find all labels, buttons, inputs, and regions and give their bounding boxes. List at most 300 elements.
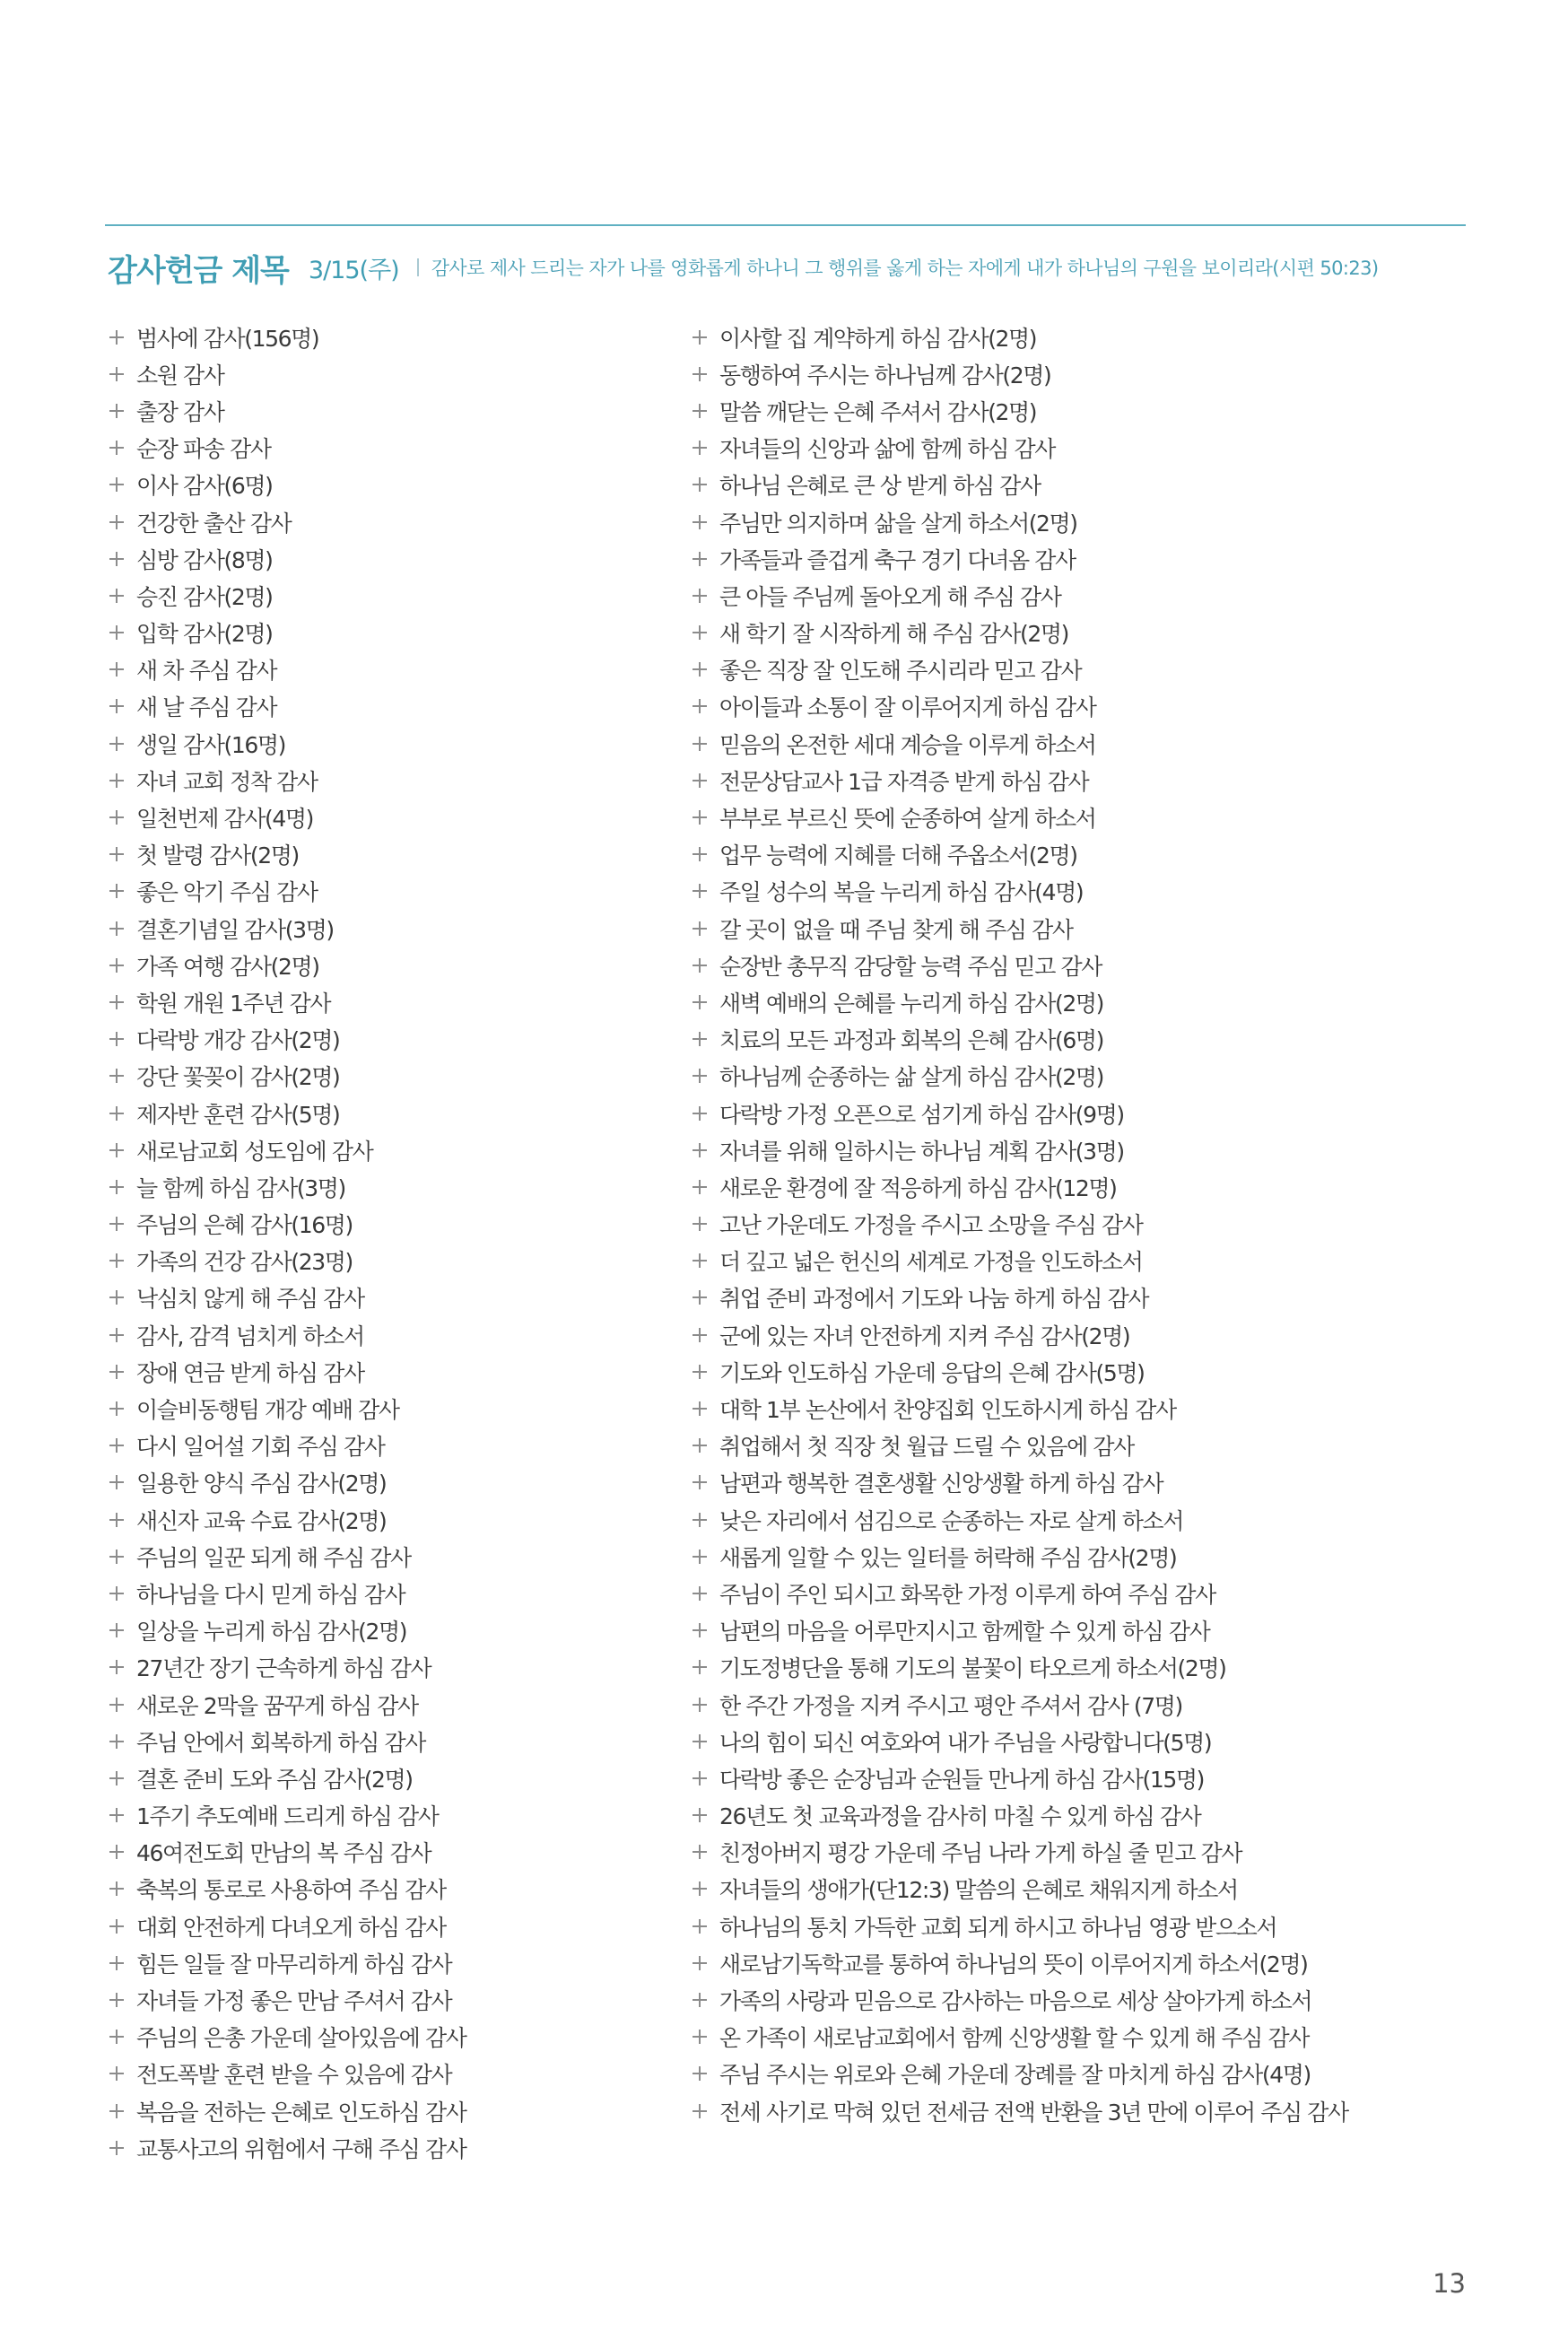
thanks-item-text: 주님의 일꾼 되게 해 주심 감사 bbox=[136, 1544, 411, 1571]
thanks-item-text: 새벽 예배의 은혜를 누리게 하심 감사(2명) bbox=[719, 990, 1103, 1017]
thanks-item-text: 큰 아들 주님께 돌아오게 해 주심 감사 bbox=[719, 583, 1061, 610]
thanks-item-text: 새로운 환경에 잘 적응하게 하심 감사(12명) bbox=[719, 1174, 1117, 1201]
thanks-item bbox=[108, 1168, 664, 1205]
thanks-item bbox=[108, 1834, 664, 1871]
thanks-item-text: 새신자 교육 수료 감사(2명) bbox=[136, 1507, 387, 1534]
plus-icon bbox=[108, 624, 126, 642]
plus-icon bbox=[691, 402, 709, 420]
section-header bbox=[108, 242, 1378, 292]
thanks-list-right bbox=[691, 319, 1471, 2129]
thanks-item bbox=[691, 799, 1471, 835]
thanks-item bbox=[691, 762, 1471, 799]
plus-icon bbox=[108, 808, 126, 826]
thanks-item-text: 온 가족이 새로남교회에서 함께 신앙생활 할 수 있게 해 주심 감사 bbox=[719, 2025, 1309, 2052]
thanks-item-text: 가족의 건강 감사(23명) bbox=[136, 1249, 353, 1276]
plus-icon bbox=[691, 2028, 709, 2046]
plus-icon bbox=[108, 1511, 126, 1529]
plus-icon bbox=[108, 1621, 126, 1639]
thanks-item-text: 남편과 행복한 결혼생활 신앙생활 하게 하심 감사 bbox=[719, 1471, 1163, 1497]
plus-icon bbox=[108, 587, 126, 605]
thanks-item-text: 말씀 깨닫는 은혜 주셔서 감사(2명) bbox=[719, 398, 1037, 425]
thanks-item bbox=[691, 319, 1471, 355]
plus-icon bbox=[691, 476, 709, 493]
thanks-item bbox=[108, 2092, 664, 2129]
thanks-item-text: 늘 함께 하심 감사(3명) bbox=[136, 1174, 345, 1201]
thanks-item bbox=[691, 1095, 1471, 1131]
plus-icon bbox=[691, 1917, 709, 1935]
thanks-item bbox=[691, 1759, 1471, 1796]
thanks-item bbox=[108, 2019, 664, 2056]
thanks-item bbox=[108, 2129, 664, 2166]
thanks-item-text: 소원 감사 bbox=[136, 362, 224, 388]
plus-icon bbox=[691, 956, 709, 974]
thanks-item bbox=[108, 430, 664, 467]
thanks-item-text: 범사에 감사(156명) bbox=[136, 325, 319, 352]
thanks-item bbox=[108, 799, 664, 835]
plus-icon bbox=[108, 1917, 126, 1935]
plus-icon bbox=[691, 1880, 709, 1898]
thanks-item bbox=[691, 725, 1471, 762]
thanks-item bbox=[108, 1538, 664, 1575]
plus-icon bbox=[108, 365, 126, 383]
plus-icon bbox=[108, 1436, 126, 1454]
thanks-item bbox=[108, 1575, 664, 1611]
thanks-item bbox=[108, 1279, 664, 1316]
plus-icon bbox=[691, 1769, 709, 1787]
plus-icon bbox=[691, 1141, 709, 1159]
plus-icon bbox=[108, 439, 126, 457]
plus-icon bbox=[691, 439, 709, 457]
thanks-item-text: 대회 안전하게 다녀오게 하심 감사 bbox=[136, 1914, 446, 1941]
thanks-item bbox=[691, 836, 1471, 873]
thanks-item bbox=[691, 1464, 1471, 1501]
plus-icon bbox=[691, 1806, 709, 1824]
plus-icon bbox=[691, 550, 709, 568]
thanks-item bbox=[108, 1501, 664, 1538]
plus-icon bbox=[691, 1843, 709, 1861]
plus-icon bbox=[691, 1548, 709, 1566]
section-date: 3/15(주) bbox=[308, 256, 399, 284]
thanks-item-text: 장애 연금 받게 하심 감사 bbox=[136, 1359, 364, 1386]
thanks-item-text: 순장반 총무직 감당할 능력 주심 믿고 감사 bbox=[719, 953, 1102, 980]
thanks-item-text: 주님 주시는 위로와 은혜 가운데 장례를 잘 마치게 하심 감사(4명) bbox=[719, 2062, 1311, 2089]
thanks-item-text: 결혼기념일 감사(3명) bbox=[136, 916, 334, 943]
thanks-item-text: 고난 가운데도 가정을 주시고 소망을 주심 감사 bbox=[719, 1212, 1143, 1239]
plus-icon bbox=[108, 2065, 126, 2082]
thanks-item bbox=[691, 983, 1471, 1020]
thanks-item-text: 나의 힘이 되신 여호와여 내가 주님을 사랑합니다(5명) bbox=[719, 1729, 1212, 1756]
scripture-verse: 감사로 제사 드리는 자가 나를 영화롭게 하나니 그 행위를 옳게 하는 자에게 내가 하나님의 구원을 보이리라(시편 50:23) bbox=[431, 258, 1379, 279]
plus-icon bbox=[108, 1696, 126, 1714]
thanks-item bbox=[108, 1908, 664, 1944]
thanks-item bbox=[691, 947, 1471, 983]
plus-icon bbox=[108, 476, 126, 493]
thanks-item-text: 좋은 직장 잘 인도해 주시리라 믿고 감사 bbox=[719, 658, 1082, 685]
thanks-item bbox=[691, 467, 1471, 503]
plus-icon bbox=[691, 1621, 709, 1639]
thanks-item bbox=[691, 1353, 1471, 1390]
thanks-item-text: 낙심치 않게 해 주심 감사 bbox=[136, 1286, 364, 1313]
thanks-item bbox=[108, 1021, 664, 1058]
thanks-item-text: 자녀들 가정 좋은 만남 주셔서 감사 bbox=[136, 1988, 452, 2015]
thanks-item bbox=[108, 392, 664, 429]
thanks-item-text: 새롭게 일할 수 있는 일터를 허락해 주심 감사(2명) bbox=[719, 1544, 1177, 1571]
thanks-item bbox=[691, 1390, 1471, 1427]
thanks-item bbox=[691, 577, 1471, 614]
plus-icon bbox=[691, 920, 709, 938]
plus-icon bbox=[108, 956, 126, 974]
thanks-item-text: 교통사고의 위험에서 구해 주심 감사 bbox=[136, 2135, 466, 2162]
thanks-item bbox=[108, 651, 664, 688]
thanks-item-text: 취업해서 첫 직장 첫 월급 드릴 수 있음에 감사 bbox=[719, 1434, 1134, 1461]
thanks-item-text: 한 주간 가정을 지켜 주시고 평안 주셔서 감사 (7명) bbox=[719, 1692, 1182, 1719]
thanks-item-text: 이사할 집 계약하게 하심 감사(2명) bbox=[719, 325, 1037, 352]
thanks-item-text: 복음을 전하는 은혜로 인도하심 감사 bbox=[136, 2099, 466, 2126]
plus-icon bbox=[108, 735, 126, 753]
thanks-item bbox=[691, 615, 1471, 651]
thanks-item bbox=[691, 1501, 1471, 1538]
thanks-item-text: 주님 안에서 회복하게 하심 감사 bbox=[136, 1729, 425, 1756]
thanks-item bbox=[691, 910, 1471, 947]
thanks-item bbox=[108, 873, 664, 910]
thanks-item bbox=[691, 688, 1471, 725]
thanks-item bbox=[691, 651, 1471, 688]
thanks-item bbox=[691, 1206, 1471, 1243]
thanks-item-text: 기도와 인도하심 가운데 응답의 은혜 감사(5명) bbox=[719, 1359, 1145, 1386]
plus-icon bbox=[691, 1104, 709, 1122]
plus-icon bbox=[108, 1954, 126, 1972]
plus-icon bbox=[108, 550, 126, 568]
plus-icon bbox=[691, 1658, 709, 1676]
thanks-item bbox=[691, 1871, 1471, 1908]
thanks-item bbox=[108, 1131, 664, 1168]
thanks-item bbox=[691, 1723, 1471, 1759]
thanks-item-text: 결혼 준비 도와 주심 감사(2명) bbox=[136, 1766, 413, 1793]
thanks-item bbox=[108, 1612, 664, 1649]
plus-icon bbox=[108, 2102, 126, 2120]
thanks-item bbox=[108, 1316, 664, 1353]
thanks-item bbox=[108, 1944, 664, 1981]
thanks-item bbox=[691, 873, 1471, 910]
thanks-item-text: 기도정병단을 통해 기도의 불꽃이 타오르게 하소서(2명) bbox=[719, 1655, 1226, 1682]
plus-icon bbox=[691, 624, 709, 642]
plus-icon bbox=[108, 1363, 126, 1381]
thanks-item bbox=[108, 467, 664, 503]
plus-icon bbox=[108, 920, 126, 938]
thanks-item-text: 아이들과 소통이 잘 이루어지게 하심 감사 bbox=[719, 694, 1096, 721]
thanks-item-text: 승진 감사(2명) bbox=[136, 583, 273, 610]
thanks-item-text: 취업 준비 과정에서 기도와 나눔 하게 하심 감사 bbox=[719, 1286, 1149, 1313]
thanks-item bbox=[108, 947, 664, 983]
thanks-item-text: 자녀들의 신앙과 삶에 함께 하심 감사 bbox=[719, 436, 1055, 463]
plus-icon bbox=[691, 882, 709, 900]
thanks-item bbox=[108, 836, 664, 873]
thanks-item bbox=[108, 1981, 664, 2018]
plus-icon bbox=[691, 1288, 709, 1306]
plus-icon bbox=[108, 1733, 126, 1750]
thanks-item bbox=[691, 355, 1471, 392]
thanks-item bbox=[108, 1723, 664, 1759]
thanks-item-text: 다락방 가정 오픈으로 섬기게 하심 감사(9명) bbox=[719, 1101, 1124, 1128]
thanks-item-text: 새로남기독학교를 통하여 하나님의 뜻이 이루어지게 하소서(2명) bbox=[719, 1951, 1308, 1977]
plus-icon bbox=[108, 845, 126, 863]
header-rule bbox=[105, 224, 1466, 226]
thanks-item-text: 부부로 부르신 뜻에 순종하여 살게 하소서 bbox=[719, 806, 1096, 833]
plus-icon bbox=[108, 2139, 126, 2157]
thanks-item-text: 주일 성수의 복을 누리게 하심 감사(4명) bbox=[719, 879, 1084, 906]
plus-icon bbox=[691, 1215, 709, 1233]
thanks-item-text: 순장 파송 감사 bbox=[136, 436, 271, 463]
thanks-item-text: 동행하여 주시는 하나님께 감사(2명) bbox=[719, 362, 1051, 388]
thanks-item-text: 제자반 훈련 감사(5명) bbox=[136, 1101, 340, 1128]
thanks-item-text: 26년도 첫 교육과정을 감사히 마칠 수 있게 하심 감사 bbox=[719, 1803, 1201, 1830]
plus-icon bbox=[108, 772, 126, 790]
thanks-item-text: 하나님께 순종하는 삶 살게 하심 감사(2명) bbox=[719, 1064, 1103, 1091]
thanks-item bbox=[691, 1058, 1471, 1095]
thanks-item-text: 낮은 자리에서 섬김으로 순종하는 자로 살게 하소서 bbox=[719, 1507, 1184, 1534]
thanks-item-text: 더 깊고 넓은 헌신의 세계로 가정을 인도하소서 bbox=[719, 1249, 1143, 1276]
plus-icon bbox=[108, 1400, 126, 1418]
thanks-item-text: 주님의 은혜 감사(16명) bbox=[136, 1212, 353, 1239]
thanks-item-text: 입학 감사(2명) bbox=[136, 621, 273, 648]
thanks-item-text: 군에 있는 자녀 안전하게 지켜 주심 감사(2명) bbox=[719, 1323, 1130, 1349]
thanks-item-text: 다락방 개강 감사(2명) bbox=[136, 1027, 340, 1054]
thanks-item bbox=[108, 983, 664, 1020]
thanks-item bbox=[691, 1797, 1471, 1834]
plus-icon bbox=[108, 402, 126, 420]
plus-icon bbox=[691, 1178, 709, 1196]
plus-icon bbox=[108, 1141, 126, 1159]
thanks-item-text: 학원 개원 1주년 감사 bbox=[136, 990, 331, 1017]
thanks-item-text: 새 날 주심 감사 bbox=[136, 694, 277, 721]
plus-icon bbox=[691, 772, 709, 790]
plus-icon bbox=[108, 1326, 126, 1344]
thanks-item bbox=[691, 1279, 1471, 1316]
thanks-item bbox=[691, 2092, 1471, 2129]
thanks-item-text: 하나님 은혜로 큰 상 받게 하심 감사 bbox=[719, 473, 1041, 500]
thanks-item-text: 대학 1부 논산에서 찬양집회 인도하시게 하심 감사 bbox=[719, 1397, 1176, 1424]
thanks-item-text: 힘든 일들 잘 마무리하게 하심 감사 bbox=[136, 1951, 452, 1977]
thanks-item bbox=[691, 1021, 1471, 1058]
plus-icon bbox=[691, 365, 709, 383]
thanks-item bbox=[108, 910, 664, 947]
thanks-item bbox=[691, 1538, 1471, 1575]
thanks-item-text: 자녀들의 생애가(단12:3) 말씀의 은혜로 채워지게 하소서 bbox=[719, 1877, 1238, 1904]
plus-icon bbox=[691, 2065, 709, 2082]
thanks-item-text: 좋은 악기 주심 감사 bbox=[136, 879, 318, 906]
thanks-item bbox=[691, 1944, 1471, 1981]
thanks-item bbox=[108, 1686, 664, 1723]
thanks-item bbox=[108, 615, 664, 651]
thanks-list-left bbox=[108, 319, 664, 2166]
thanks-item-text: 주님의 은총 가운데 살아있음에 감사 bbox=[136, 2025, 466, 2052]
plus-icon bbox=[108, 1178, 126, 1196]
thanks-item-text: 가족의 사랑과 믿음으로 감사하는 마음으로 세상 살아가게 하소서 bbox=[719, 1988, 1312, 2015]
thanks-item-text: 전도폭발 훈련 받을 수 있음에 감사 bbox=[136, 2062, 452, 2089]
thanks-item bbox=[691, 503, 1471, 540]
thanks-item-text: 치료의 모든 과정과 회복의 은혜 감사(6명) bbox=[719, 1027, 1103, 1054]
thanks-item bbox=[108, 1464, 664, 1501]
thanks-item-text: 다락방 좋은 순장님과 순원들 만나게 하심 감사(15명) bbox=[719, 1766, 1205, 1793]
plus-icon bbox=[108, 993, 126, 1011]
plus-icon bbox=[691, 660, 709, 678]
thanks-item bbox=[108, 1243, 664, 1279]
thanks-item bbox=[691, 1427, 1471, 1464]
thanks-item bbox=[691, 2056, 1471, 2092]
plus-icon bbox=[691, 1400, 709, 1418]
plus-icon bbox=[108, 1769, 126, 1787]
plus-icon bbox=[108, 1880, 126, 1898]
plus-icon bbox=[108, 1548, 126, 1566]
thanks-item bbox=[691, 1243, 1471, 1279]
thanks-item-text: 가족들과 즐겁게 축구 경기 다녀옴 감사 bbox=[719, 546, 1076, 573]
thanks-item-text: 축복의 통로로 사용하여 주심 감사 bbox=[136, 1877, 446, 1904]
thanks-item bbox=[108, 577, 664, 614]
plus-icon bbox=[108, 1252, 126, 1270]
thanks-item bbox=[108, 2056, 664, 2092]
plus-icon bbox=[108, 1991, 126, 2009]
thanks-item-text: 새로운 2막을 꿈꾸게 하심 감사 bbox=[136, 1692, 418, 1719]
plus-icon bbox=[691, 2102, 709, 2120]
thanks-item bbox=[691, 1686, 1471, 1723]
plus-icon bbox=[691, 1954, 709, 1972]
plus-icon bbox=[108, 1067, 126, 1085]
thanks-item-text: 전세 사기로 막혀 있던 전세금 전액 반환을 3년 만에 이루어 주심 감사 bbox=[719, 2099, 1348, 2126]
thanks-item-text: 남편의 마음을 어루만지시고 함께할 수 있게 하심 감사 bbox=[719, 1619, 1210, 1646]
thanks-item-text: 하나님을 다시 믿게 하심 감사 bbox=[136, 1581, 405, 1608]
thanks-item-text: 이사 감사(6명) bbox=[136, 473, 273, 500]
thanks-item-text: 이슬비동행팀 개강 예배 감사 bbox=[136, 1397, 399, 1424]
plus-icon bbox=[108, 1806, 126, 1824]
thanks-item-text: 건강한 출산 감사 bbox=[136, 510, 292, 537]
plus-icon bbox=[108, 1030, 126, 1048]
thanks-item bbox=[108, 355, 664, 392]
thanks-item-text: 새 차 주심 감사 bbox=[136, 658, 277, 685]
thanks-item bbox=[108, 1353, 664, 1390]
section-title: 감사헌금 제목 bbox=[108, 252, 289, 289]
plus-icon bbox=[691, 1326, 709, 1344]
thanks-item bbox=[108, 688, 664, 725]
plus-icon bbox=[108, 882, 126, 900]
plus-icon bbox=[108, 1658, 126, 1676]
plus-icon bbox=[691, 513, 709, 531]
thanks-item-text: 1주기 추도예배 드리게 하심 감사 bbox=[136, 1803, 439, 1830]
plus-icon bbox=[691, 697, 709, 715]
thanks-item bbox=[691, 392, 1471, 429]
thanks-item-text: 일용한 양식 주심 감사(2명) bbox=[136, 1471, 387, 1497]
thanks-item bbox=[691, 2019, 1471, 2056]
thanks-item-text: 출장 감사 bbox=[136, 398, 224, 425]
thanks-item-text: 주님만 의지하며 삶을 살게 하소서(2명) bbox=[719, 510, 1077, 537]
plus-icon bbox=[691, 1991, 709, 2009]
thanks-item bbox=[108, 319, 664, 355]
thanks-item-text: 업무 능력에 지혜를 더해 주옵소서(2명) bbox=[719, 842, 1077, 869]
header-separator bbox=[417, 258, 419, 276]
thanks-item bbox=[691, 1316, 1471, 1353]
thanks-item-text: 27년간 장기 근속하게 하심 감사 bbox=[136, 1655, 431, 1682]
thanks-item-text: 다시 일어설 기회 주심 감사 bbox=[136, 1434, 385, 1461]
thanks-item-text: 전문상담교사 1급 자격증 받게 하심 감사 bbox=[719, 768, 1089, 795]
plus-icon bbox=[691, 1363, 709, 1381]
thanks-item bbox=[108, 1390, 664, 1427]
plus-icon bbox=[691, 1436, 709, 1454]
thanks-item bbox=[691, 1834, 1471, 1871]
thanks-item bbox=[108, 1058, 664, 1095]
plus-icon bbox=[108, 1288, 126, 1306]
thanks-item bbox=[691, 1131, 1471, 1168]
plus-icon bbox=[691, 1473, 709, 1491]
thanks-item-text: 자녀를 위해 일하시는 하나님 계획 감사(3명) bbox=[719, 1138, 1124, 1165]
plus-icon bbox=[108, 1215, 126, 1233]
plus-icon bbox=[691, 328, 709, 346]
plus-icon bbox=[108, 513, 126, 531]
plus-icon bbox=[691, 587, 709, 605]
thanks-item bbox=[108, 1095, 664, 1131]
plus-icon bbox=[108, 1104, 126, 1122]
plus-icon bbox=[691, 1030, 709, 1048]
thanks-item bbox=[691, 1908, 1471, 1944]
thanks-item-text: 갈 곳이 없을 때 주님 찾게 해 주심 감사 bbox=[719, 916, 1073, 943]
thanks-item bbox=[108, 1206, 664, 1243]
thanks-item bbox=[691, 1168, 1471, 1205]
plus-icon bbox=[691, 1585, 709, 1602]
thanks-item bbox=[108, 1759, 664, 1796]
thanks-item bbox=[108, 1797, 664, 1834]
plus-icon bbox=[691, 1733, 709, 1750]
thanks-item bbox=[108, 1871, 664, 1908]
thanks-item-text: 일천번제 감사(4명) bbox=[136, 806, 314, 833]
thanks-item-text: 새 학기 잘 시작하게 해 주심 감사(2명) bbox=[719, 621, 1068, 648]
thanks-item-text: 가족 여행 감사(2명) bbox=[136, 953, 319, 980]
thanks-item-text: 심방 감사(8명) bbox=[136, 546, 273, 573]
plus-icon bbox=[108, 328, 126, 346]
thanks-item bbox=[108, 540, 664, 577]
plus-icon bbox=[108, 660, 126, 678]
thanks-item-text: 하나님의 통치 가득한 교회 되게 하시고 하나님 영광 받으소서 bbox=[719, 1914, 1277, 1941]
thanks-item bbox=[691, 1612, 1471, 1649]
plus-icon bbox=[108, 1585, 126, 1602]
plus-icon bbox=[691, 1252, 709, 1270]
thanks-item-text: 생일 감사(16명) bbox=[136, 731, 286, 758]
thanks-item-text: 새로남교회 성도임에 감사 bbox=[136, 1138, 373, 1165]
plus-icon bbox=[108, 697, 126, 715]
thanks-item bbox=[691, 430, 1471, 467]
plus-icon bbox=[691, 1696, 709, 1714]
thanks-item bbox=[108, 762, 664, 799]
thanks-item bbox=[108, 1649, 664, 1686]
thanks-item-text: 주님이 주인 되시고 화목한 가정 이루게 하여 주심 감사 bbox=[719, 1581, 1215, 1608]
plus-icon bbox=[691, 845, 709, 863]
thanks-item bbox=[691, 540, 1471, 577]
thanks-item-text: 일상을 누리게 하심 감사(2명) bbox=[136, 1619, 407, 1646]
plus-icon bbox=[691, 808, 709, 826]
plus-icon bbox=[691, 735, 709, 753]
thanks-item-text: 친정아버지 평강 가운데 주님 나라 가게 하실 줄 믿고 감사 bbox=[719, 1840, 1242, 1867]
thanks-item-text: 믿음의 온전한 세대 계승을 이루게 하소서 bbox=[719, 731, 1096, 758]
thanks-item bbox=[108, 1427, 664, 1464]
plus-icon bbox=[108, 1843, 126, 1861]
thanks-item-text: 감사, 감격 넘치게 하소서 bbox=[136, 1323, 364, 1349]
thanks-item bbox=[108, 725, 664, 762]
thanks-item-text: 자녀 교회 정착 감사 bbox=[136, 768, 318, 795]
plus-icon bbox=[108, 2028, 126, 2046]
plus-icon bbox=[691, 993, 709, 1011]
plus-icon bbox=[691, 1511, 709, 1529]
thanks-item bbox=[108, 503, 664, 540]
page-number: 13 bbox=[1433, 2268, 1466, 2299]
plus-icon bbox=[108, 1473, 126, 1491]
thanks-item bbox=[691, 1575, 1471, 1611]
